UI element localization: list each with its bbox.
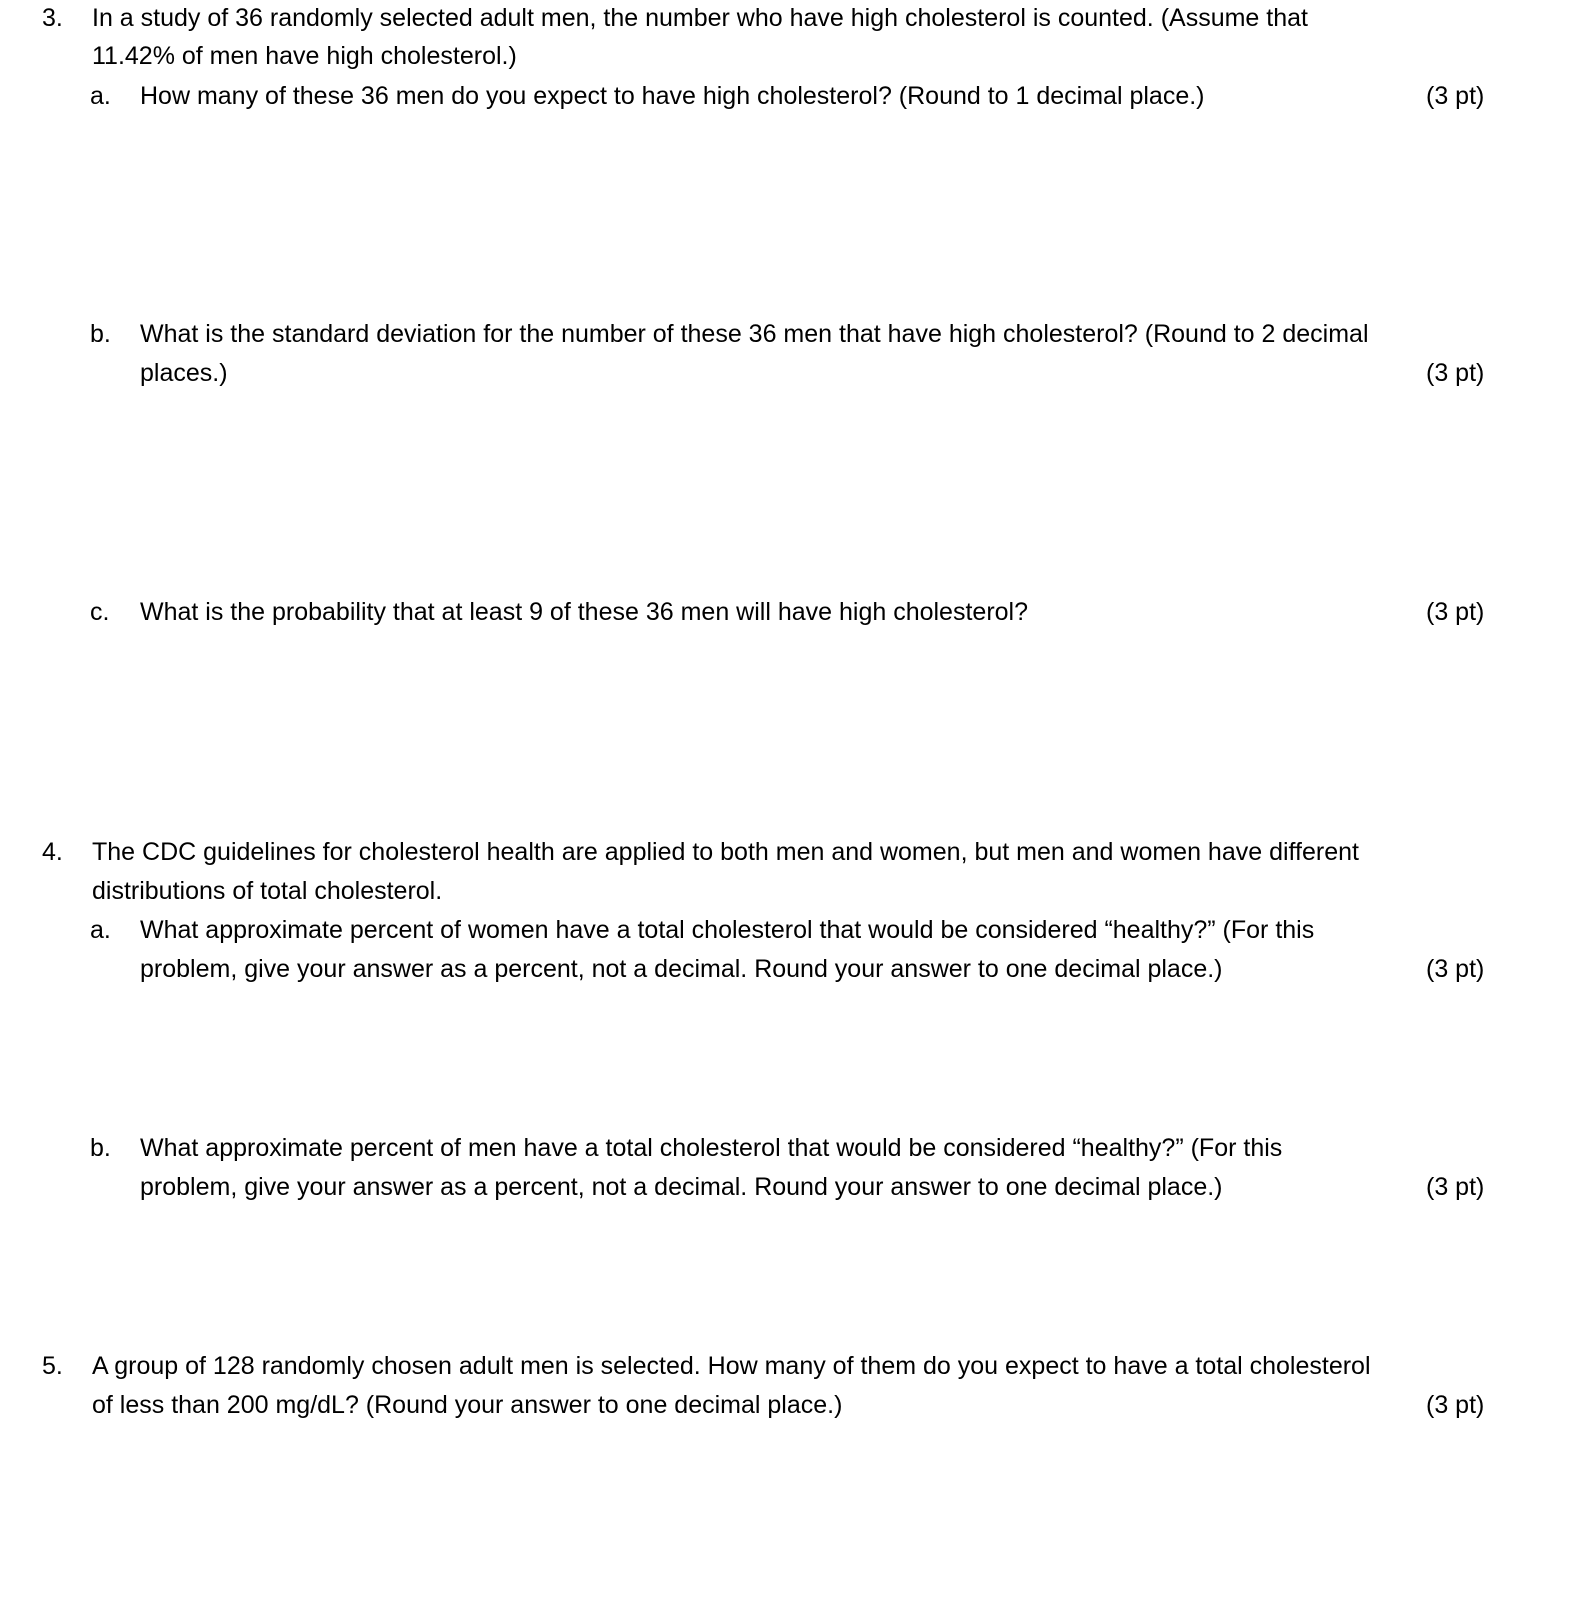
subquestion-label: b. [90, 1134, 111, 1162]
points-label: (3 pt) [1426, 598, 1485, 626]
question-stem-line: of less than 200 mg/dL? (Round your answer to one decimal place.) [92, 1391, 843, 1419]
question-stem-line: 11.42% of men have high cholesterol.) [92, 42, 517, 70]
question-stem-line: distributions of total cholesterol. [92, 877, 443, 905]
points-label: (3 pt) [1426, 955, 1485, 983]
question-stem-line: The CDC guidelines for cholesterol health are applied to both men and women, but men and women have different [92, 838, 1359, 866]
subquestion-label: c. [90, 598, 110, 626]
subquestion-label: a. [90, 82, 111, 110]
subquestion-text: What approximate percent of men have a total cholesterol that would be considered “healthy?” (For this [140, 1134, 1283, 1162]
question-number: 5. [42, 1352, 63, 1380]
points-label: (3 pt) [1426, 1391, 1485, 1419]
points-label: (3 pt) [1426, 82, 1485, 110]
points-label: (3 pt) [1426, 1173, 1485, 1201]
question-number: 3. [42, 4, 63, 32]
question-stem-line: In a study of 36 randomly selected adult men, the number who have high cholesterol is counted. (Assume that [92, 4, 1308, 32]
question-number: 4. [42, 838, 63, 866]
subquestion-text: problem, give your answer as a percent, not a decimal. Round your answer to one decimal place.) [140, 1173, 1223, 1201]
subquestion-text: What is the standard deviation for the number of these 36 men that have high cholesterol? (Round to 2 decimal [140, 320, 1369, 348]
subquestion-text: What is the probability that at least 9 of these 36 men will have high cholesterol? [140, 598, 1029, 626]
subquestion-text: What approximate percent of women have a total cholesterol that would be considered “healthy?” (For this [140, 916, 1315, 944]
subquestion-text: problem, give your answer as a percent, not a decimal. Round your answer to one decimal place.) [140, 955, 1223, 983]
subquestion-text: places.) [140, 359, 228, 387]
points-label: (3 pt) [1426, 359, 1485, 387]
subquestion-label: b. [90, 320, 111, 348]
subquestion-text: How many of these 36 men do you expect to have high cholesterol? (Round to 1 decimal place.) [140, 82, 1205, 110]
question-stem-line: A group of 128 randomly chosen adult men is selected. How many of them do you expect to have a total cholesterol [92, 1352, 1371, 1380]
subquestion-label: a. [90, 916, 111, 944]
